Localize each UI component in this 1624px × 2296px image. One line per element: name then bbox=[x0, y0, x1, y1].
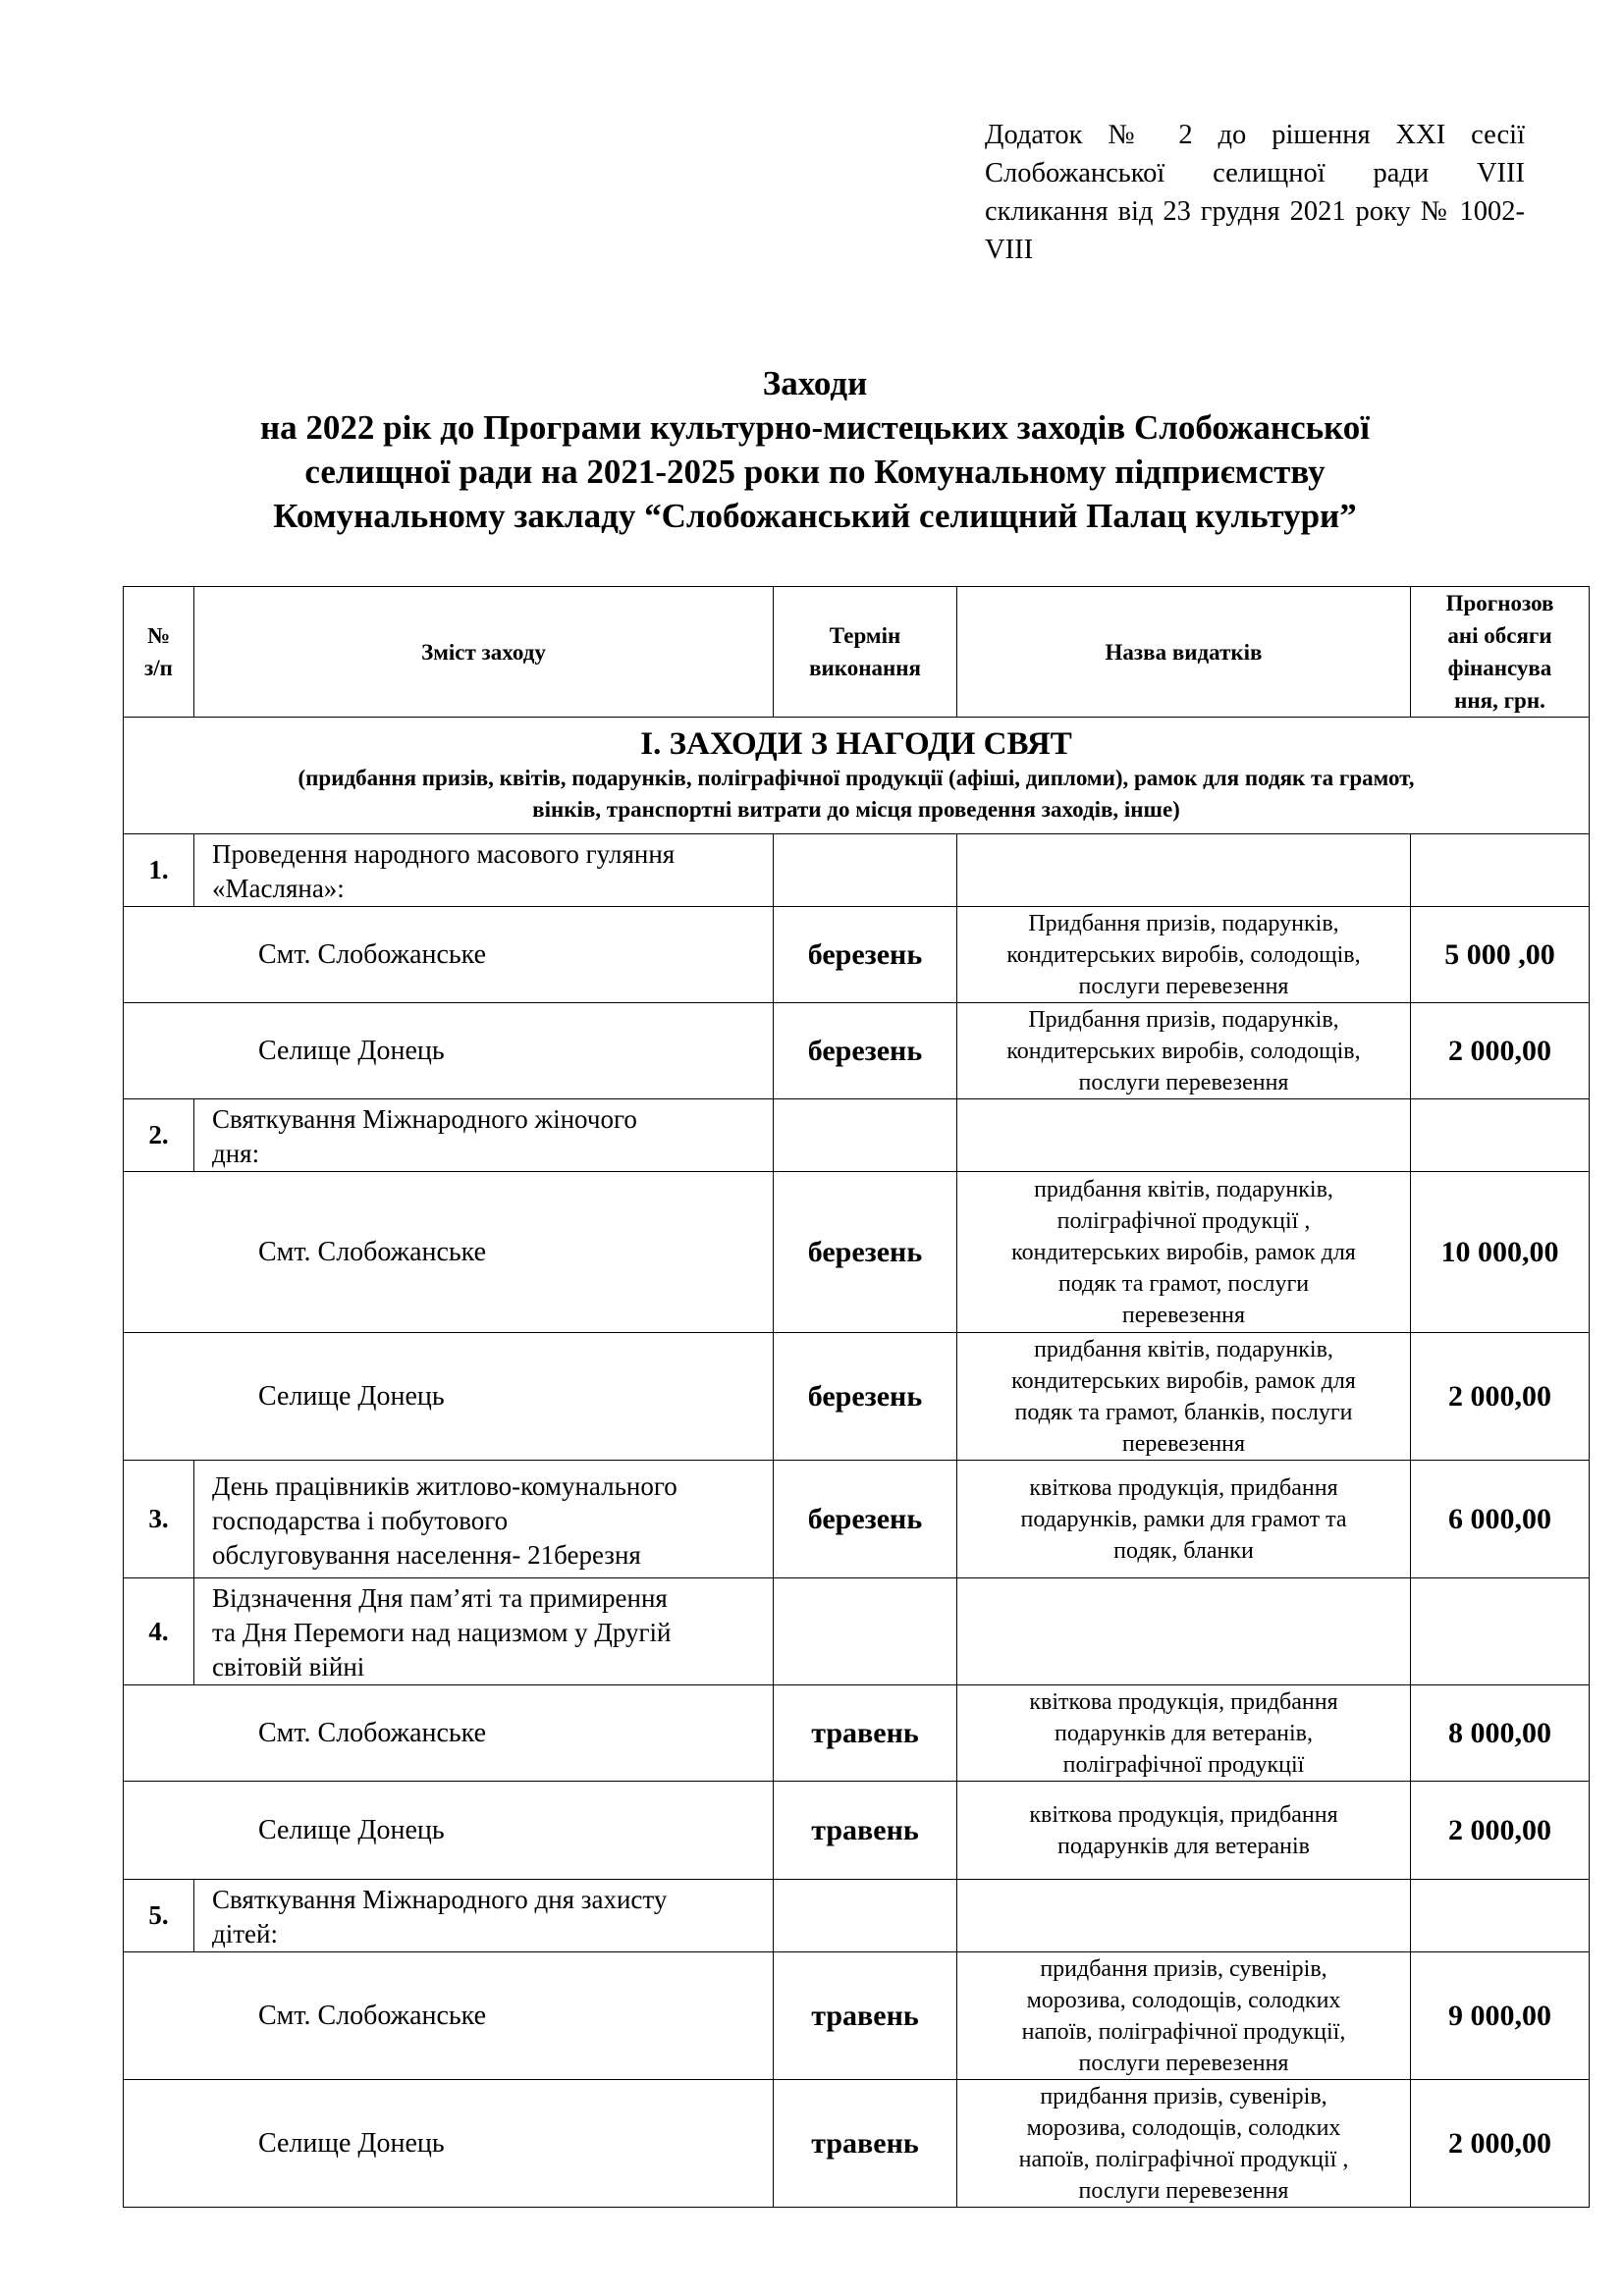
section-title: І. ЗАХОДИ З НАГОДИ СВЯТ bbox=[640, 726, 1072, 762]
expenses-line: Придбання призів, подарунків, bbox=[1028, 1006, 1339, 1033]
event-name bbox=[194, 1099, 774, 1172]
location-cell: Селище Донець bbox=[124, 1333, 774, 1461]
expenses-line: поліграфічної продукції , bbox=[1056, 1207, 1311, 1234]
location-row bbox=[124, 1003, 1590, 1099]
expenses-line: напоїв, поліграфічної продукції, bbox=[1021, 2018, 1346, 2045]
event-number: 5. bbox=[124, 1880, 194, 1952]
header-amount-line: ння, грн. bbox=[1454, 688, 1545, 713]
amount-cell: 2 000,00 bbox=[1411, 1782, 1590, 1880]
location-row bbox=[124, 907, 1590, 1003]
event-name-line: День працівників житлово-комунального bbox=[212, 1470, 677, 1501]
expenses-line: квіткова продукція, придбання bbox=[1029, 1688, 1338, 1715]
expenses-line: послуги перевезення bbox=[1078, 1069, 1289, 1095]
expenses-line: подяк, бланки bbox=[1113, 1537, 1254, 1564]
term-cell: березень bbox=[774, 907, 957, 1003]
expenses-line: послуги перевезення bbox=[1078, 2177, 1289, 2204]
header-num-line: з/п bbox=[144, 656, 173, 680]
expenses-line: подарунків для ветеранів, bbox=[1055, 1720, 1313, 1746]
annex-note: Додаток № 2 до рішення XXI сесії Слобожанської селищної ради VIII скликання від 23 грудня 2021 року № 1002-VIII bbox=[985, 120, 1525, 265]
amount-cell: 6 000,00 bbox=[1411, 1461, 1590, 1578]
expenses-line: квіткова продукція, придбання bbox=[1029, 1474, 1338, 1501]
expenses-line: напоїв, поліграфічної продукції , bbox=[1018, 2146, 1349, 2172]
location-cell: Смт. Слобожанське bbox=[124, 907, 774, 1003]
term-cell: травень bbox=[774, 1782, 957, 1880]
event-row bbox=[124, 1461, 1590, 1578]
term-cell: травень bbox=[774, 1685, 957, 1782]
location-cell: Смт. Слобожанське bbox=[124, 1952, 774, 2080]
expenses-line: придбання призів, сувенірів, bbox=[1040, 2083, 1327, 2109]
event-name-line: Святкування Міжнародного дня захисту bbox=[212, 1885, 668, 1914]
expenses-line: кондитерських виробів, солодощів, bbox=[1006, 941, 1361, 968]
expenses-line: послуги перевезення bbox=[1078, 973, 1289, 999]
expenses-line: Придбання призів, подарунків, bbox=[1028, 910, 1339, 936]
location-row bbox=[124, 1172, 1590, 1333]
location-cell: Смт. Слобожанське bbox=[124, 1685, 774, 1782]
term-cell: травень bbox=[774, 1952, 957, 2080]
header-term bbox=[774, 587, 957, 718]
amount-cell bbox=[1411, 1099, 1590, 1172]
header-content: Зміст заходу bbox=[194, 587, 774, 718]
expenses-line: подяк та грамот, бланків, послуги bbox=[1014, 1399, 1353, 1425]
term-cell: травень bbox=[774, 2080, 957, 2208]
expenses-line: придбання призів, сувенірів, bbox=[1040, 1955, 1327, 1982]
location-row bbox=[124, 1952, 1590, 2080]
expenses-line: подарунків, рамки для грамот та bbox=[1020, 1506, 1347, 1532]
header-num bbox=[124, 587, 194, 718]
expenses-line: морозива, солодощів, солодких bbox=[1026, 2114, 1341, 2141]
event-number: 2. bbox=[124, 1099, 194, 1172]
title-line: селищної ради на 2021-2025 роки по Комунальному підприємству bbox=[304, 453, 1326, 491]
event-name bbox=[194, 834, 774, 907]
location-row bbox=[124, 1333, 1590, 1461]
expenses-line: подяк та грамот, послуги bbox=[1057, 1270, 1310, 1297]
event-name-line: господарства і побутового bbox=[212, 1505, 509, 1535]
document-title bbox=[147, 361, 1483, 538]
term-cell: березень bbox=[774, 1333, 957, 1461]
term-cell: березень bbox=[774, 1003, 957, 1099]
amount-cell: 8 000,00 bbox=[1411, 1685, 1590, 1782]
amount-cell bbox=[1411, 834, 1590, 907]
title-line: Комунальному закладу “Слобожанський селищний Палац культури” bbox=[273, 497, 1357, 535]
events-table bbox=[123, 586, 1590, 2208]
expenses-line: кондитерських виробів, солодощів, bbox=[1006, 1038, 1361, 1064]
location-cell: Селище Донець bbox=[124, 2080, 774, 2208]
amount-cell: 2 000,00 bbox=[1411, 1333, 1590, 1461]
expenses-line: придбання квітів, подарунків, bbox=[1034, 1176, 1333, 1202]
location-cell: Селище Донець bbox=[124, 1782, 774, 1880]
expenses-cell bbox=[957, 1685, 1411, 1782]
expenses-line: квіткова продукція, придбання bbox=[1029, 1801, 1338, 1828]
header-row bbox=[124, 587, 1590, 718]
expenses-cell bbox=[957, 1880, 1411, 1952]
event-name-line: «Масляна»: bbox=[212, 874, 345, 903]
term-cell bbox=[774, 1578, 957, 1685]
header-term-line: Термін bbox=[829, 623, 901, 648]
expenses-line: подарунків для ветеранів bbox=[1057, 1833, 1310, 1859]
amount-cell: 10 000,00 bbox=[1411, 1172, 1590, 1333]
expenses-cell bbox=[957, 1952, 1411, 2080]
term-cell bbox=[774, 1880, 957, 1952]
expenses-cell bbox=[957, 2080, 1411, 2208]
event-name bbox=[194, 1461, 774, 1578]
expenses-cell bbox=[957, 1099, 1411, 1172]
event-name-line: Проведення народного масового гуляння bbox=[212, 839, 676, 869]
event-row bbox=[124, 1578, 1590, 1685]
expenses-line: придбання квітів, подарунків, bbox=[1034, 1336, 1333, 1362]
expenses-line: морозива, солодощів, солодких bbox=[1026, 1987, 1341, 2013]
term-cell: березень bbox=[774, 1172, 957, 1333]
term-cell: березень bbox=[774, 1461, 957, 1578]
term-cell bbox=[774, 834, 957, 907]
title-line: на 2022 рік до Програми культурно-мистецьких заходів Слобожанської bbox=[259, 408, 1371, 447]
header-amount-line: фінансува bbox=[1447, 656, 1552, 680]
amount-cell bbox=[1411, 1578, 1590, 1685]
event-number: 1. bbox=[124, 834, 194, 907]
event-row bbox=[124, 834, 1590, 907]
amount-cell: 5 000 ,00 bbox=[1411, 907, 1590, 1003]
title-line: Заходи bbox=[762, 364, 868, 402]
event-name-line: дітей: bbox=[212, 1919, 278, 1949]
expenses-cell bbox=[957, 1333, 1411, 1461]
header-amount bbox=[1411, 587, 1590, 718]
event-number: 3. bbox=[124, 1461, 194, 1578]
expenses-cell bbox=[957, 1172, 1411, 1333]
location-cell: Селище Донець bbox=[124, 1003, 774, 1099]
expenses-line: перевезення bbox=[1121, 1430, 1246, 1457]
event-name-line: Відзначення Дня пам’яті та примирення bbox=[212, 1583, 668, 1613]
section-subtitle: вінків, транспортні витрати до місця проведення заходів, інше) bbox=[532, 797, 1180, 822]
expenses-line: послуги перевезення bbox=[1078, 2050, 1289, 2076]
expenses-cell bbox=[957, 834, 1411, 907]
location-cell: Смт. Слобожанське bbox=[124, 1172, 774, 1333]
event-name-line: та Дня Перемоги над нацизмом у Другій bbox=[212, 1618, 672, 1647]
amount-cell: 9 000,00 bbox=[1411, 1952, 1590, 2080]
expenses-line: перевезення bbox=[1121, 1302, 1246, 1328]
amount-cell: 2 000,00 bbox=[1411, 2080, 1590, 2208]
location-row bbox=[124, 1782, 1590, 1880]
header-amount-line: ані обсяги bbox=[1447, 623, 1552, 648]
event-number: 4. bbox=[124, 1578, 194, 1685]
expenses-cell bbox=[957, 907, 1411, 1003]
event-name-line: Святкування Міжнародного жіночого bbox=[212, 1104, 637, 1134]
expenses-cell bbox=[957, 1003, 1411, 1099]
header-term-line: виконання bbox=[809, 656, 921, 680]
table-body bbox=[124, 587, 1590, 2208]
expenses-line: поліграфічної продукції bbox=[1062, 1751, 1305, 1778]
expenses-cell bbox=[957, 1461, 1411, 1578]
section-row bbox=[124, 718, 1590, 834]
event-name-line: дня: bbox=[212, 1139, 260, 1168]
event-name bbox=[194, 1578, 774, 1685]
event-name-line: світовій війні bbox=[212, 1652, 365, 1682]
expenses-line: кондитерських виробів, рамок для bbox=[1011, 1367, 1356, 1394]
expenses-cell bbox=[957, 1578, 1411, 1685]
header-amount-line: Прогнозов bbox=[1445, 591, 1554, 615]
location-row bbox=[124, 1685, 1590, 1782]
amount-cell: 2 000,00 bbox=[1411, 1003, 1590, 1099]
header-expenses: Назва видатків bbox=[957, 587, 1411, 718]
header-num-line: № bbox=[146, 623, 171, 648]
event-row bbox=[124, 1099, 1590, 1172]
expenses-cell bbox=[957, 1782, 1411, 1880]
amount-cell bbox=[1411, 1880, 1590, 1952]
event-name-line: обслуговування населення- 21березня bbox=[212, 1539, 641, 1570]
location-row bbox=[124, 2080, 1590, 2208]
expenses-line: кондитерських виробів, рамок для bbox=[1011, 1239, 1356, 1265]
event-name bbox=[194, 1880, 774, 1952]
section-cell bbox=[124, 718, 1590, 834]
event-row bbox=[124, 1880, 1590, 1952]
section-subtitle: (придбання призів, квітів, подарунків, поліграфічної продукції (афіші, дипломи), рамок для подяк та грамот, bbox=[298, 766, 1415, 790]
term-cell bbox=[774, 1099, 957, 1172]
